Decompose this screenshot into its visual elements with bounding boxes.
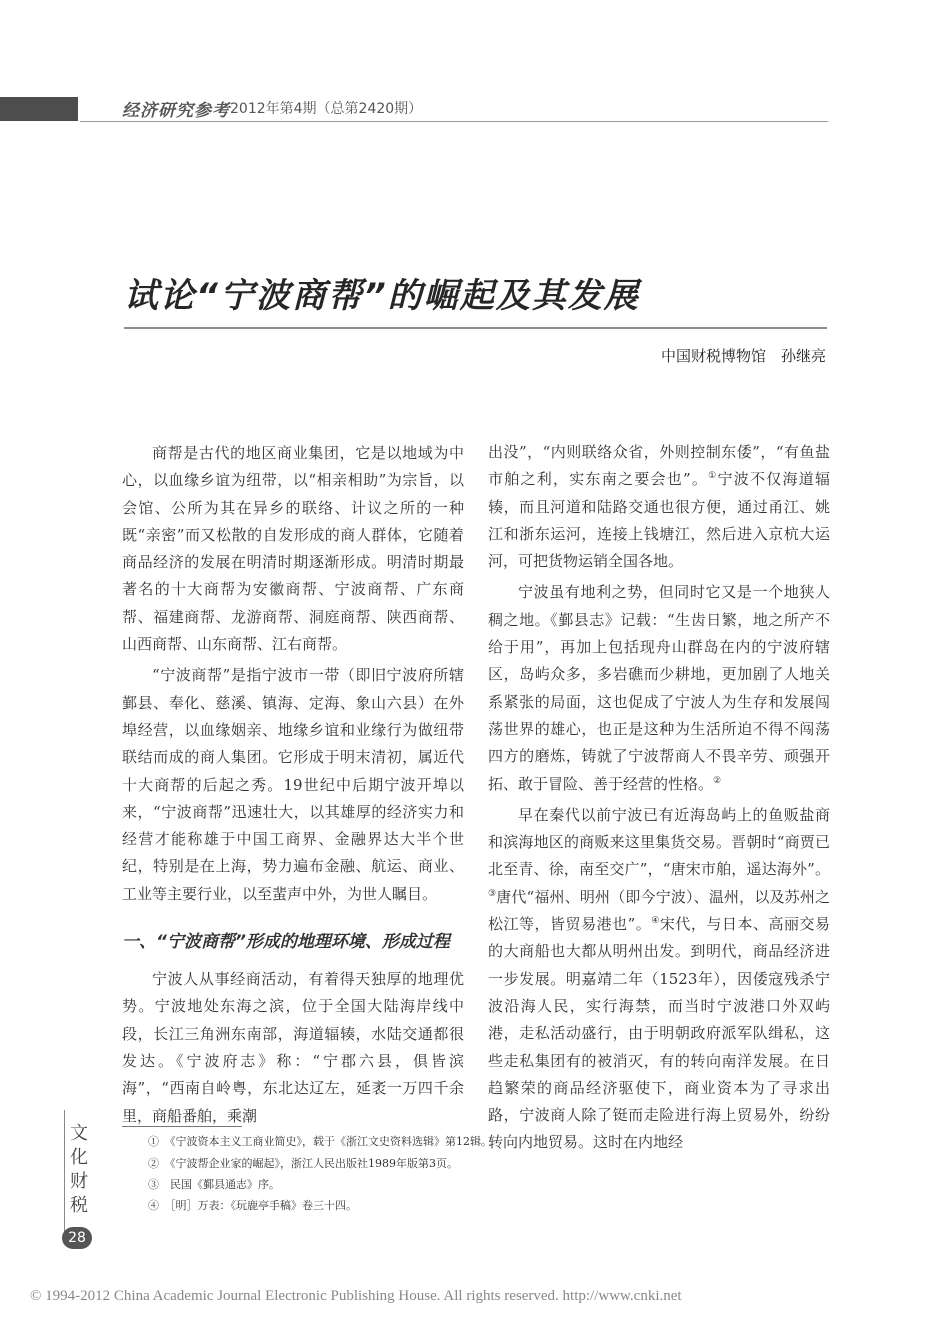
- journal-name: 经济研究参考: [122, 101, 230, 121]
- paragraph: [488, 439, 830, 575]
- left-column: [122, 440, 464, 1130]
- footnote: ① 《宁波资本主义工商业简史》，载于《浙江文史资料选辑》第12辑。: [148, 1135, 492, 1148]
- footnote-ref[interactable]: ①: [708, 471, 718, 482]
- section-heading: 一、“宁波商帮”形成的地理环境、形成过程: [122, 932, 450, 953]
- footnote-ref[interactable]: ④: [651, 916, 660, 927]
- footnote: ③ 民国《鄞县通志》序。: [148, 1178, 280, 1191]
- text-run: 出没”，“内则联络众省，外则控制东倭”，“有鱼盐市舶之利，实东南之要会也”。: [488, 443, 830, 489]
- page-number: 28: [62, 1227, 92, 1249]
- footnote: ④ ［明］万表：《玩鹿亭手稿》卷三十四。: [148, 1199, 357, 1212]
- text-run: 宋代，与日本、高丽交易的大商船也大都从明州出发。到明代，商品经济进一步发展。明嘉靖二年（1523年），因倭寇残杀宁波沿海人民，实行海禁，而当时宁波港口外双屿港，走私活动盛行，由于明朝政府派军队缉私，这些走私集团有的被消灭，有的转向南洋发展。在日趋繁荣的商品经济驱使下，商业资本为了寻求出路，宁波商人除了铤而走险进行海上贸易外，纷纷转向内地贸易。这时在内地经: [488, 915, 830, 1152]
- side-rule: [64, 1110, 65, 1238]
- paragraph: [488, 802, 830, 1157]
- footnote-ref[interactable]: ②: [713, 775, 722, 786]
- footnote-ref[interactable]: ③: [488, 888, 497, 899]
- header-bar: [0, 97, 78, 121]
- title-rule: [124, 327, 827, 329]
- copyright-notice: © 1994-2012 China Academic Journal Electronic Publishing House. All rights reserved. http://www.cnki.net: [30, 1288, 682, 1304]
- text-run: 早在秦代以前宁波已有近海岛屿上的鱼贩盐商和滨海地区的商贩来这里集货交易。晋朝时“商贾已北至青、徐，南至交广”，“唐宋市舶，遥达海外”。: [488, 805, 830, 879]
- right-column: [488, 439, 830, 1157]
- text-run: 宁波虽有地利之势，但同时它又是一个地狭人稠之地。《鄞县志》记载：“生齿日繁，地之所产不给于用”，再加上包括现舟山群岛在内的宁波府辖区，岛屿众多，多岩礁而少耕地，更加剧了人地关系紧张的局面，这也促成了宁波人为生存和发展闯荡世界的雄心，也正是这种为生活所迫不得不闯荡四方的磨炼，铸就了宁波帮商人不畏辛劳、顽强开拓、敢于冒险、善于经营的性格。: [488, 583, 830, 793]
- article-title: 试论“宁波商帮”的崛起及其发展: [124, 276, 640, 316]
- footnote-rule: [122, 1126, 242, 1127]
- text-run: 宁波不仅海道辐辏，而且河道和陆路交通也很方便，通过甬江、姚江和浙东运河，连接上钱塘江，然后进入京杭大运河，可把货物运销全国各地。: [488, 470, 830, 571]
- text-run: 唐代“福州、明州（即今宁波）、温州，以及苏州之松江等，皆贸易港也”。: [488, 887, 830, 934]
- author-line: 中国财税博物馆 孙继亮: [660, 347, 826, 365]
- issue-info: 2012年第4期（总第2420期）: [230, 101, 423, 117]
- paragraph: 宁波人从事经商活动，有着得天独厚的地理优势。宁波地处东海之滨，位于全国大陆海岸线中段，长江三角洲东南部，海道辐辏，水陆交通都很发达。《宁波府志》称：“宁郡六县，俱皆滨海”，“西南自岭粤，东北达辽左，延袤一万四千余里，商船番舶，乘潮: [122, 970, 464, 1125]
- paragraph: “宁波商帮”是指宁波市一带（即旧宁波府所辖鄞县、奉化、慈溪、镇海、定海、象山六县）在外埠经营，以血缘姻亲、地缘乡谊和业缘行为做纽带联结而成的商人集团。它形成于明末清初，属近代十大商帮的后起之秀。19世纪中后期宁波开埠以来，“宁波商帮”迅速壮大，以其雄厚的经济实力和经营才能称雄于中国工商界、金融界达大半个世纪，特别是在上海，势力遍布金融、航运、商业、工业等主要行业，以至蜚声中外，为世人瞩目。: [122, 666, 464, 903]
- footnote: ② 《宁波帮企业家的崛起》，浙江人民出版社1989年版第3页。: [148, 1157, 458, 1170]
- paragraph: 商帮是古代的地区商业集团，它是以地域为中心，以血缘乡谊为纽带，以“相亲相助”为宗旨，以会馆、公所为其在异乡的联络、计议之所的一种既“亲密”而又松散的自发形成的商人群体，它随着商品经济的发展在明清时期逐渐形成。明清时期最著名的十大商帮为安徽商帮、宁波商帮、广东商帮、福建商帮、龙游商帮、洞庭商帮、陕西商帮、山西商帮、山东商帮、江右商帮。: [122, 444, 464, 654]
- section-label: 文化财税: [70, 1123, 88, 1216]
- paragraph: [488, 579, 830, 797]
- header-rule: [80, 121, 828, 122]
